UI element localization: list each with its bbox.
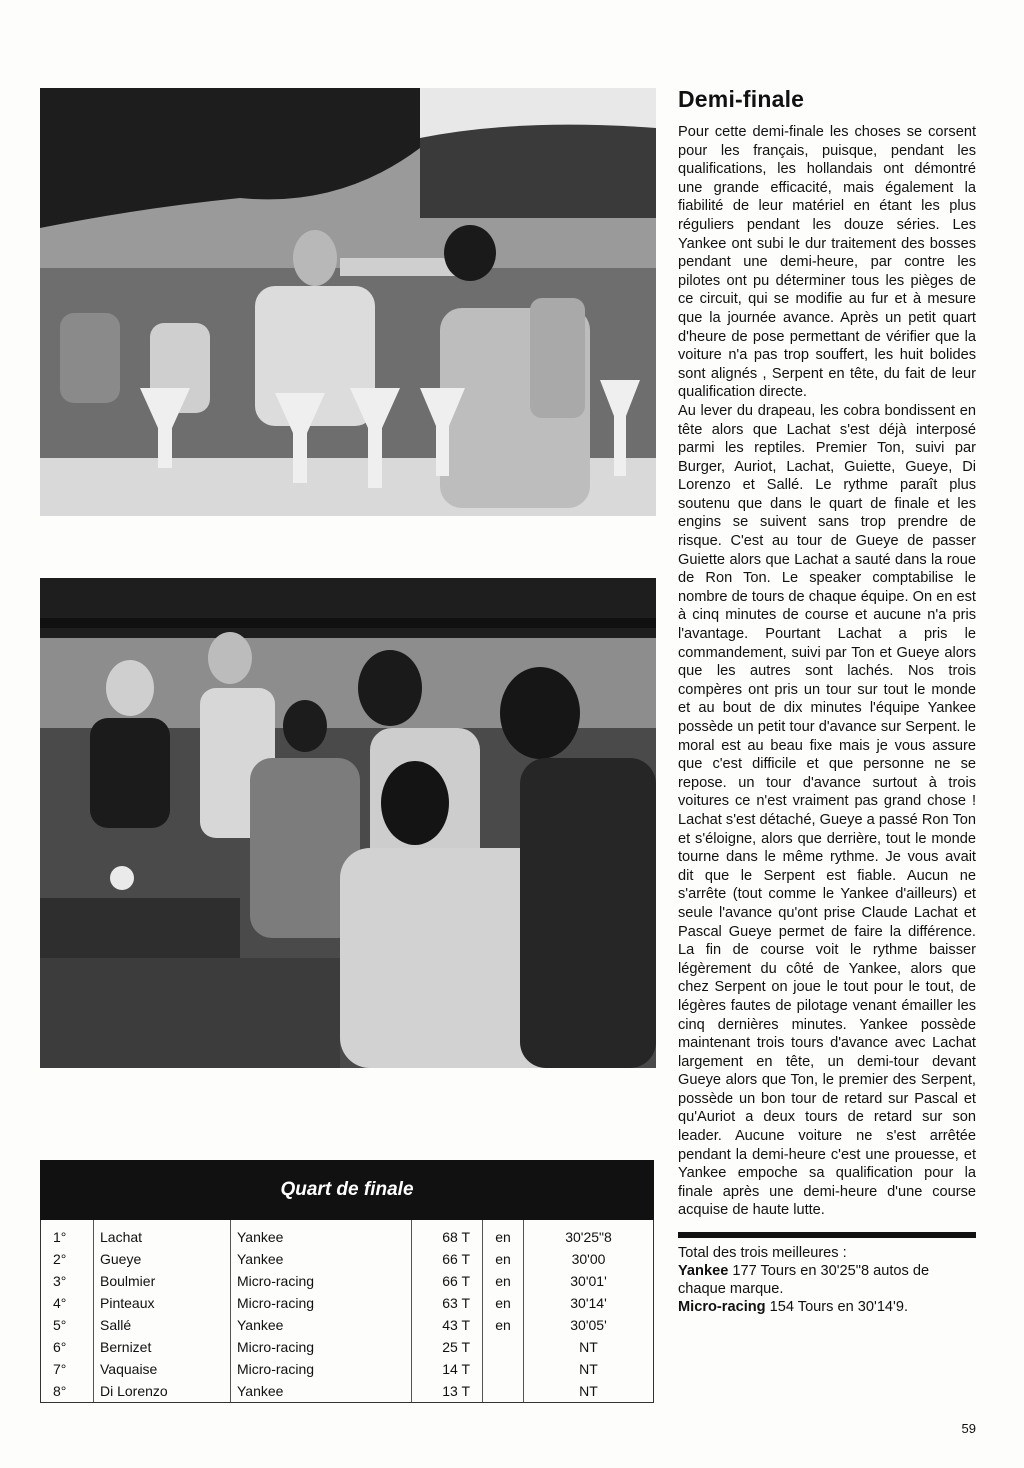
team-name-cell: Yankee bbox=[231, 1314, 412, 1336]
race-time-cell: NT bbox=[524, 1358, 654, 1380]
driver-name-cell: Sallé bbox=[94, 1314, 231, 1336]
driver-name-cell: Di Lorenzo bbox=[94, 1380, 231, 1402]
driver-name-cell: Pinteaux bbox=[94, 1292, 231, 1314]
team-name-cell: Yankee bbox=[231, 1380, 412, 1402]
article-demi-finale bbox=[678, 86, 976, 1316]
page-number: 59 bbox=[961, 1421, 976, 1436]
team-name-cell: Micro-racing bbox=[231, 1292, 412, 1314]
rank-cell: 7° bbox=[53, 1361, 67, 1377]
en-cell bbox=[483, 1358, 524, 1380]
rank-cell: 5° bbox=[53, 1317, 67, 1333]
rank-cell: 2° bbox=[53, 1251, 67, 1267]
results-grid bbox=[41, 1220, 653, 1402]
driver-name-cell: Boulmier bbox=[94, 1270, 231, 1292]
section-divider bbox=[678, 1232, 976, 1238]
race-time-cell: NT bbox=[524, 1380, 654, 1402]
table-row bbox=[41, 1380, 653, 1402]
laps-cell: 66 T bbox=[412, 1248, 483, 1270]
rank-cell: 3° bbox=[53, 1273, 67, 1289]
totals-block bbox=[678, 1244, 976, 1316]
en-cell: en bbox=[483, 1248, 524, 1270]
table-row bbox=[41, 1270, 653, 1292]
laps-cell: 43 T bbox=[412, 1314, 483, 1336]
rank-cell: 4° bbox=[53, 1295, 67, 1311]
article-heading: Demi-finale bbox=[678, 86, 805, 112]
race-time-cell: 30'25"8 bbox=[524, 1220, 654, 1248]
table-row bbox=[41, 1292, 653, 1314]
totals-team-micro-racing: Micro-racing bbox=[678, 1299, 766, 1316]
race-time-cell: 30'14' bbox=[524, 1292, 654, 1314]
driver-name-cell: Lachat bbox=[94, 1220, 231, 1248]
race-time-cell: 30'05' bbox=[524, 1314, 654, 1336]
en-cell bbox=[483, 1380, 524, 1402]
team-name-cell: Yankee bbox=[231, 1220, 412, 1248]
driver-name-cell: Bernizet bbox=[94, 1336, 231, 1358]
totals-intro: Total des trois meilleures : bbox=[678, 1245, 847, 1262]
laps-cell: 68 T bbox=[412, 1220, 483, 1248]
team-name-cell: Micro-racing bbox=[231, 1336, 412, 1358]
team-name-cell: Micro-racing bbox=[231, 1358, 412, 1380]
photo-pit-area bbox=[40, 578, 656, 1068]
table-row bbox=[41, 1248, 653, 1270]
race-time-cell: 30'01' bbox=[524, 1270, 654, 1292]
laps-cell: 63 T bbox=[412, 1292, 483, 1314]
en-cell: en bbox=[483, 1270, 524, 1292]
team-name-cell: Micro-racing bbox=[231, 1270, 412, 1292]
totals-yankee-text: 177 Tours en 30'25"8 autos de chaque marque. bbox=[678, 1263, 930, 1298]
en-cell: en bbox=[483, 1220, 524, 1248]
table-row bbox=[41, 1358, 653, 1380]
table-row bbox=[41, 1220, 653, 1248]
photo-trophy-ceremony bbox=[40, 88, 656, 516]
laps-cell: 25 T bbox=[412, 1336, 483, 1358]
driver-name-cell: Vaquaise bbox=[94, 1358, 231, 1380]
en-cell: en bbox=[483, 1314, 524, 1336]
en-cell: en bbox=[483, 1292, 524, 1314]
laps-cell: 13 T bbox=[412, 1380, 483, 1402]
rank-cell: 8° bbox=[53, 1383, 67, 1399]
rank-cell: 1° bbox=[53, 1229, 67, 1245]
totals-micro-racing-text: 154 Tours en 30'14'9. bbox=[765, 1299, 909, 1316]
laps-cell: 66 T bbox=[412, 1270, 483, 1292]
table-row bbox=[41, 1314, 653, 1336]
article-body: Pour cette demi-finale les choses se corsent pour les français, puisque, pendant les qualifications, les hollandais ont démontré une grande efficacité, mais également la fiabilité de leur matériel en étant les plus réguliers pendant les douze séries. Les Yankee ont subi le dur traitement des bosses pendant une demi-heure, par contre les pilotes ont pu déterminer tous les pièges de ce circuit, qui se modifie au fur et à mesure que la journée avance. Après un petit quart d'heure de pose permettant de vérifier que la voiture n'a pas trop souffert, les huit bolides sont alignés , Serpent en tête, du fait de leur qualification directe. Au lever du drapeau, les cobra bondissent en tête alors que Lachat s'est déjà interposé parmi les reptiles. Premier Ton, suivi par Burger, Auriot, Lachat, Guiette, Gueye, Di Lorenzo et Sallé. Le rythme paraît plus soutenu que dans le quart de finale et les engins se suivent sans trop prendre de risque. C'est au tour de Gueye de passer Guiette alors que Lachat a sauté dans la roue de Ron Ton. Le speaker comptabilise le nombre de tours de chaque équipe. On en est à cinq minutes de course et aucune n'a pris l'avantage. Pourtant Lachat a pris le commandement, suivi par Ton et Gueye alors que les autres sont lachés. Nos trois compères ont pris un tour sur tout le monde et au bout de dix minutes l'équipe Yankee possède un petit tour d'avance sur Serpent. le moral est au beau fixe mais je vous assure que c'est difficile et que personne ne se repose. un tour d'avance surtout à trois voitures ce n'est vraiment pas grand chose ! Lachat s'est détaché, Gueye a passé Ron Ton et s'éloigne, alors que derrière, tout le monde tourne dans le même rythme. Je vous avait dit que le Serpent est fiable. Aucun ne s'arrête (tout comme le Yankee d'ailleurs) et seule l'avance qu'ont prise Claude Lachat et Pascal Gueye permet de faire la différence. La fin de course voit le rythme baisser légèrement du côté de Yankee, alors que chez Serpent on joue le tout pour le tout, de légères fautes de pilotage venant émailler les cinq dernières minutes. Yankee possède maintenant trois tours d'avance avec Lachat largement en tête, un demi-tour devant Gueye alors que Ton, le premier des Serpent, possède un bon tour de retard sur Pascal et qu'Auriot a deux tours de retard sur son leader. Aucune voiture ne s'est arrêtée pendant la demi-heure c'est une prouesse, et Yankee empoche sa qualification pour la finale après une demi-heure d'une course acquise de haute lutte. bbox=[678, 124, 976, 1219]
rank-cell: 6° bbox=[53, 1339, 67, 1355]
table-row bbox=[41, 1336, 653, 1358]
race-time-cell: NT bbox=[524, 1336, 654, 1358]
race-time-cell: 30'00 bbox=[524, 1248, 654, 1270]
driver-name-cell: Gueye bbox=[94, 1248, 231, 1270]
laps-cell: 14 T bbox=[412, 1358, 483, 1380]
results-table bbox=[40, 1160, 654, 1403]
en-cell bbox=[483, 1336, 524, 1358]
table-frame bbox=[40, 1220, 654, 1403]
totals-team-yankee: Yankee bbox=[678, 1263, 729, 1280]
table-title: Quart de finale bbox=[40, 1160, 654, 1220]
team-name-cell: Yankee bbox=[231, 1248, 412, 1270]
